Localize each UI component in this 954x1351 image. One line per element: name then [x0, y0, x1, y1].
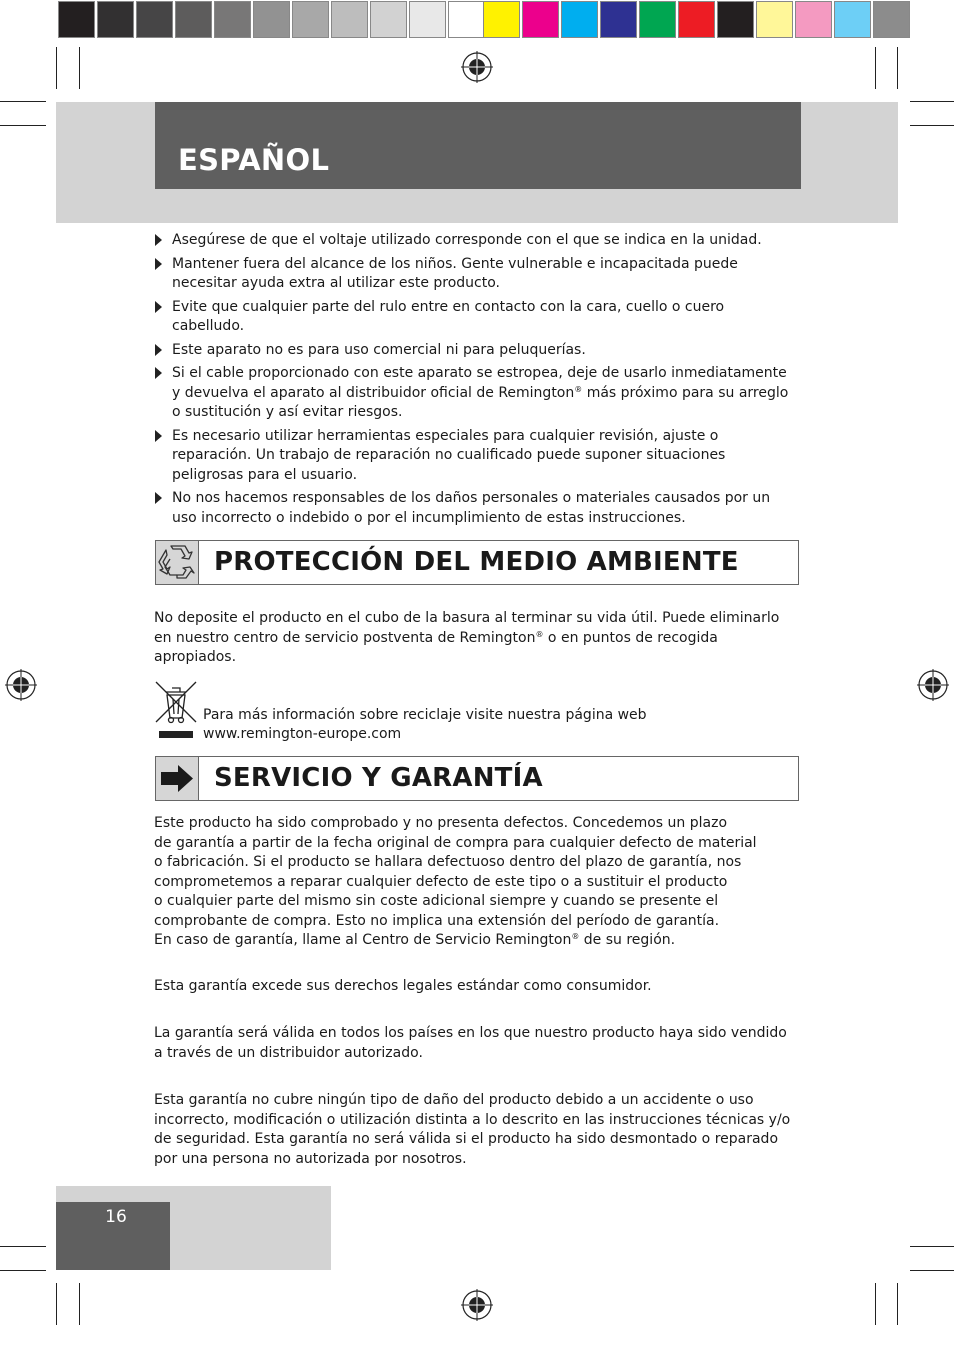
color-swatch [678, 1, 715, 38]
crop-mark [910, 1270, 954, 1271]
safety-list [154, 231, 794, 532]
crop-mark [910, 1246, 954, 1247]
list-item: Es necesario utilizar herramientas especiales para cualquier revisión, ajuste o reparación. Un trabajo de reparación no cualificado puede suponer situaciones peligrosas para el usuario. [154, 427, 794, 486]
crop-mark [0, 1270, 46, 1271]
recycle-icon [156, 541, 199, 584]
color-swatch [331, 1, 368, 38]
crop-mark [56, 1283, 57, 1325]
website-link[interactable]: www.remington-europe.com [203, 726, 402, 742]
color-swatch [795, 1, 832, 38]
crop-mark [875, 1283, 876, 1325]
crop-mark [910, 125, 954, 126]
color-swatch [370, 1, 407, 38]
color-swatch [136, 1, 173, 38]
registration-mark-icon [5, 669, 37, 701]
registration-mark-icon [461, 1289, 493, 1321]
section-title: PROTECCIÓN DEL MEDIO AMBIENTE [214, 547, 739, 577]
crop-mark [875, 47, 876, 89]
color-swatch [292, 1, 329, 38]
warranty-paragraph-2: Esta garantía excede sus derechos legales estándar como consumidor. [154, 978, 652, 994]
environment-paragraph: No deposite el producto en el cubo de la basura al terminar su vida útil. Puede eliminarlo en nuestro centro de servicio postventa de Remington® o en puntos de recogida apropiados. [154, 610, 780, 665]
color-swatch [639, 1, 676, 38]
color-swatch [561, 1, 598, 38]
crop-mark [56, 47, 57, 89]
crop-mark [79, 1283, 80, 1325]
color-swatch [834, 1, 871, 38]
color-swatch [873, 1, 910, 38]
registration-mark-icon [917, 669, 949, 701]
process-color-bar [483, 1, 912, 40]
environment-section-header [155, 540, 799, 585]
color-swatch [253, 1, 290, 38]
crop-mark [910, 101, 954, 102]
crop-mark [0, 125, 46, 126]
color-swatch [522, 1, 559, 38]
color-swatch [600, 1, 637, 38]
color-swatch [756, 1, 793, 38]
list-item: Este aparato no es para uso comercial ni para peluquerías. [154, 341, 794, 361]
list-item: Si el cable proporcionado con este aparato se estropea, deje de usarlo inmediatamente y devuelva el aparato al distribuidor oficial de Remington® más próximo para su arreglo o sustitución y así evitar riesgos. [154, 364, 794, 423]
color-swatch [214, 1, 251, 38]
color-swatch [97, 1, 134, 38]
crop-mark [0, 1246, 46, 1247]
warranty-paragraph-3: La garantía será válida en todos los países en los que nuestro producto haya sido vendido a través de un distribuidor autorizado. [154, 1025, 787, 1061]
color-swatch [448, 1, 485, 38]
crossed-bin-icon [154, 680, 198, 740]
warranty-paragraph-1: Este producto ha sido comprobado y no presenta defectos. Concedemos un plazo de garantía a partir de la fecha original de compra para cualquier defecto de material o fabricación. Si el producto se hallara defectuoso dentro del plazo de garantía, nos comprometemos a reparar cualquier defecto de este tipo o a sustituir el producto o cualquier parte del mismo sin coste adicional siempre y cuando se presente el comprobante de compra. Esto no implica una extensión del período de garantía. En caso de garantía, llame al Centro de Servicio Remington® de su región. [154, 815, 757, 948]
recycle-info-text: Para más información sobre reciclaje visite nuestra página web [203, 707, 647, 723]
grayscale-color-bar [58, 1, 487, 40]
color-swatch [58, 1, 95, 38]
crop-mark [897, 47, 898, 89]
color-swatch [409, 1, 446, 38]
list-item: No nos hacemos responsables de los daños personales o materiales causados por un uso incorrecto o indebido o por el incumplimiento de estas instrucciones. [154, 489, 794, 528]
arrow-right-icon [156, 757, 199, 800]
page-title: ESPAÑOL [178, 143, 330, 177]
list-item: Mantener fuera del alcance de los niños. Gente vulnerable e incapacitada puede necesitar ayuda extra al utilizar este producto. [154, 255, 794, 294]
crop-mark [897, 1283, 898, 1325]
registration-mark-icon [461, 51, 493, 83]
section-title: SERVICIO Y GARANTÍA [214, 763, 543, 793]
crop-mark [79, 47, 80, 89]
color-swatch [717, 1, 754, 38]
crop-mark [0, 101, 46, 102]
color-swatch [483, 1, 520, 38]
page-number: 16 [105, 1207, 127, 1227]
list-item: Asegúrese de que el voltaje utilizado corresponde con el que se indica en la unidad. [154, 231, 794, 251]
color-swatch [175, 1, 212, 38]
list-item: Evite que cualquier parte del rulo entre en contacto con la cara, cuello o cuero cabelludo. [154, 298, 794, 337]
service-section-header [155, 756, 799, 801]
warranty-paragraph-4: Esta garantía no cubre ningún tipo de daño del producto debido a un accidente o uso incorrecto, modificación o utilización distinta a lo descrito en las instrucciones técnicas y/o de seguridad. Esta garantía no será válida si el producto ha sido desmontado o reparado por una persona no autorizada por nosotros. [154, 1092, 791, 1167]
